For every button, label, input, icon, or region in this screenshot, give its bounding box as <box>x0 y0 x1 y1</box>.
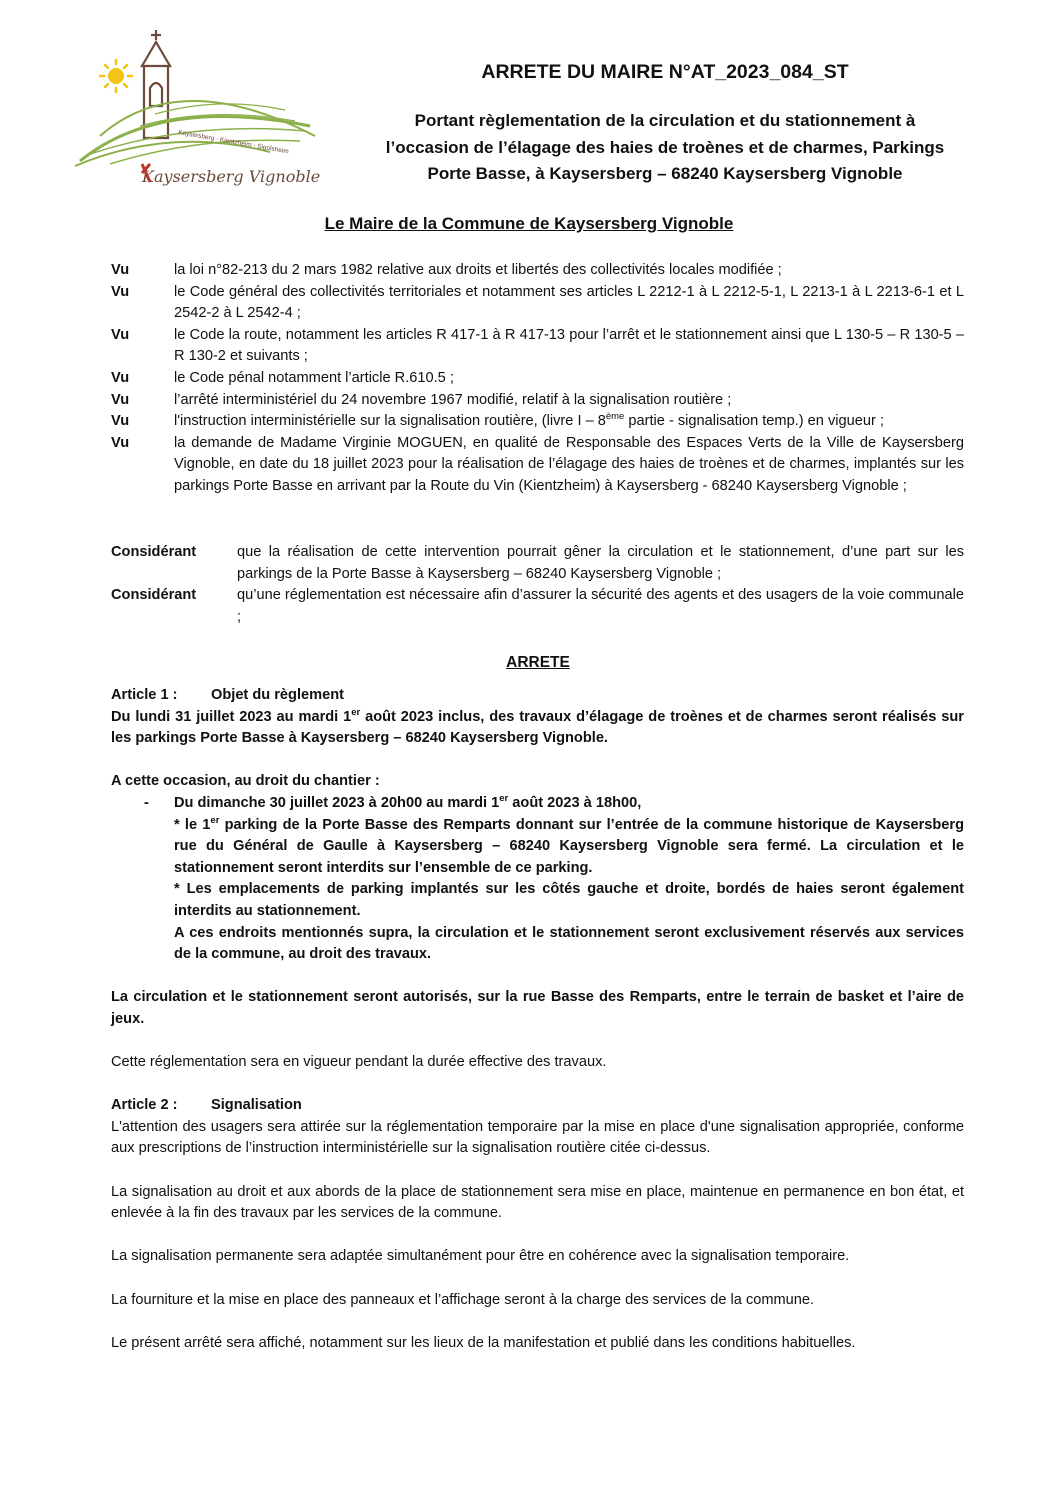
considerant-label: Considérant <box>111 544 197 560</box>
document-subtitle: Portant règlementation de la circulation et du stationnement à l’occasion de l’élagage des haies de troènes et de charmes, Parkings Porte Basse, à Kaysersberg – 68240 Kaysersberg Vignoble <box>385 111 945 183</box>
superscript: er <box>210 814 220 826</box>
commune-logo <box>70 26 320 192</box>
arrete-heading: ARRETE <box>506 654 570 671</box>
vu-item <box>111 368 964 390</box>
text-part: août 2023 à 18h00, <box>508 794 642 811</box>
sun-icon <box>100 60 132 92</box>
vu-text: le Code la route, notamment les articles R 417-1 à R 417-13 pour l’arrêt et le stationnement ainsi que L 130-5 – R 130-5 – R 130-2 et suivants ; <box>174 326 964 365</box>
considerant-label: Considérant <box>111 587 197 604</box>
text-part: Du lundi 31 juillet 2023 au mardi 1 <box>111 708 352 725</box>
text-part: Du dimanche 30 juillet 2023 à 20h00 au mardi 1 <box>174 794 500 811</box>
article-1-bullet-1 <box>111 815 964 880</box>
vu-text: la loi n°82-213 du 2 mars 1982 relative aux droits et libertés des collectivités locales modifiée ; <box>174 262 782 278</box>
article-1-intro <box>111 707 964 750</box>
considerant-item <box>111 585 964 628</box>
vu-label: Vu <box>111 391 130 408</box>
logo-ribbon-text: Kaysersberg · Kientzheim · Sigolsheim <box>177 129 290 156</box>
superscript: er <box>351 706 361 718</box>
vu-item <box>111 411 964 433</box>
vu-label: Vu <box>111 283 130 300</box>
vu-text: le Code pénal notamment l’article R.610.5 ; <box>174 369 454 386</box>
vu-list <box>111 260 964 498</box>
mayor-heading: Le Maire de la Commune de Kaysersberg Vignoble <box>324 214 734 233</box>
article-1-duration: Cette réglementation sera en vigueur pendant la durée effective des travaux. <box>111 1054 607 1071</box>
considerant-text: que la réalisation de cette intervention pourrait gêner la circulation et le stationnement, d’une part sur les parkings de la Porte Basse à Kaysersberg – 68240 Kaysersberg Vignoble ; <box>237 544 964 582</box>
vu-text-part: l'instruction interministérielle sur la signalisation routière, (livre I – 8 <box>174 413 606 430</box>
logo-graphic <box>70 26 320 192</box>
list-dash: - <box>144 794 149 811</box>
vu-text <box>174 411 964 433</box>
text-part: * le 1 <box>174 816 211 833</box>
article-1-authorized: La circulation et le stationnement seront autorisés, sur la rue Basse des Remparts, entre le terrain de basket et l’aire de jeux. <box>111 989 964 1027</box>
vu-text: le Code général des collectivités territoriales et notamment ses articles L 2212-1 à L 2212-5-1, L 2213-1 à L 2213-6-1 et L 2542-2 à L 2542-4 ; <box>174 283 964 322</box>
vu-item <box>111 325 964 368</box>
article-2-paragraph: Le présent arrêté sera affiché, notamment sur les lieux de la manifestation et publié dans les conditions habituelles. <box>111 1334 856 1351</box>
article-1-occasion: A cette occasion, au droit du chantier : <box>111 773 380 790</box>
vu-label: Vu <box>111 369 130 386</box>
vu-text-part: partie - signalisation temp.) en vigueur ; <box>624 413 884 430</box>
considerant-item <box>111 542 964 585</box>
article-2-paragraph: La signalisation au droit et aux abords de la place de stationnement sera mise en place, maintenue en permanence en bon état, et enlevée à la fin des travaux par les services de la commune. <box>111 1183 964 1222</box>
articles-section <box>111 685 964 1354</box>
text-part: août 2023 inclus, des travaux d’élagage de troènes et de charmes seront réalisés sur les parkings Porte Basse à Kaysersberg – 68240 Kaysersberg Vignoble. <box>111 708 964 747</box>
superscript: er <box>499 793 509 805</box>
article-1-bullet-3: A ces endroits mentionnés supra, la circulation et le stationnement seront exclusivement réservés aux services de la commune, au droit des travaux. <box>174 924 964 963</box>
article-number: Article 1 : <box>111 687 178 703</box>
vu-label: Vu <box>111 326 130 343</box>
vu-item <box>111 433 964 498</box>
considerant-text: qu’une réglementation est nécessaire afin d’assurer la sécurité des agents et des usagers de la voie communale ; <box>237 587 964 625</box>
superscript: ème <box>605 411 625 423</box>
vu-label: Vu <box>111 434 130 451</box>
article-title: Signalisation <box>211 1097 302 1114</box>
article-2-paragraph: La signalisation permanente sera adaptée simultanément pour être en cohérence avec la signalisation temporaire. <box>111 1248 850 1265</box>
article-1-bullet-2: * Les emplacements de parking implantés sur les côtés gauche et droite, bordés de haies seront également interdits au stationnement. <box>174 881 964 919</box>
vu-label: Vu <box>111 262 130 278</box>
article-1-heading <box>111 685 964 707</box>
vu-item <box>111 260 964 282</box>
considerant-list <box>111 542 964 628</box>
period-text <box>174 793 641 815</box>
vu-label: Vu <box>111 413 130 430</box>
article-title: Objet du règlement <box>211 687 344 703</box>
text-part: parking de la Porte Basse des Remparts donnant sur l’entrée de la commune historique de Kaysersberg rue du Général de Gaulle à Kaysersberg – 68240 Kaysersberg Vignoble sera fermé. La circulation et le stationnement seront interdits sur l’ensemble de ce parking. <box>174 816 964 876</box>
article-1-period <box>111 793 964 815</box>
vu-item <box>111 390 964 412</box>
article-2-paragraph: L'attention des usagers sera attirée sur la réglementation temporaire par la mise en place d'une signalisation appropriée, conforme aux prescriptions de l’instruction interministérielle sur la signalisation routière citée ci-dessus. <box>111 1118 964 1157</box>
vu-item <box>111 282 964 325</box>
document-title: ARRETE DU MAIRE N°AT_2023_084_ST <box>481 61 849 83</box>
article-2-paragraph: La fourniture et la mise en place des panneaux et l’affichage seront à la charge des services de la commune. <box>111 1291 815 1308</box>
article-number: Article 2 : <box>111 1097 178 1114</box>
logo-wordmark: Kaysersberg Vignoble <box>142 167 320 186</box>
article-2-heading <box>111 1095 964 1117</box>
vu-text: la demande de Madame Virginie MOGUEN, en qualité de Responsable des Espaces Verts de la Ville de Kaysersberg Vignoble, en date du 18 juillet 2023 pour la réalisation de l’élagage des haies de troènes et de charmes, implantés sur les parkings Porte Basse en arrivant par la Route du Vin (Kientzheim) à Kaysersberg - 68240 Kaysersberg Vignoble ; <box>174 434 964 494</box>
vu-text: l’arrêté interministériel du 24 novembre 1967 modifié, relatif à la signalisation routière ; <box>174 391 732 408</box>
